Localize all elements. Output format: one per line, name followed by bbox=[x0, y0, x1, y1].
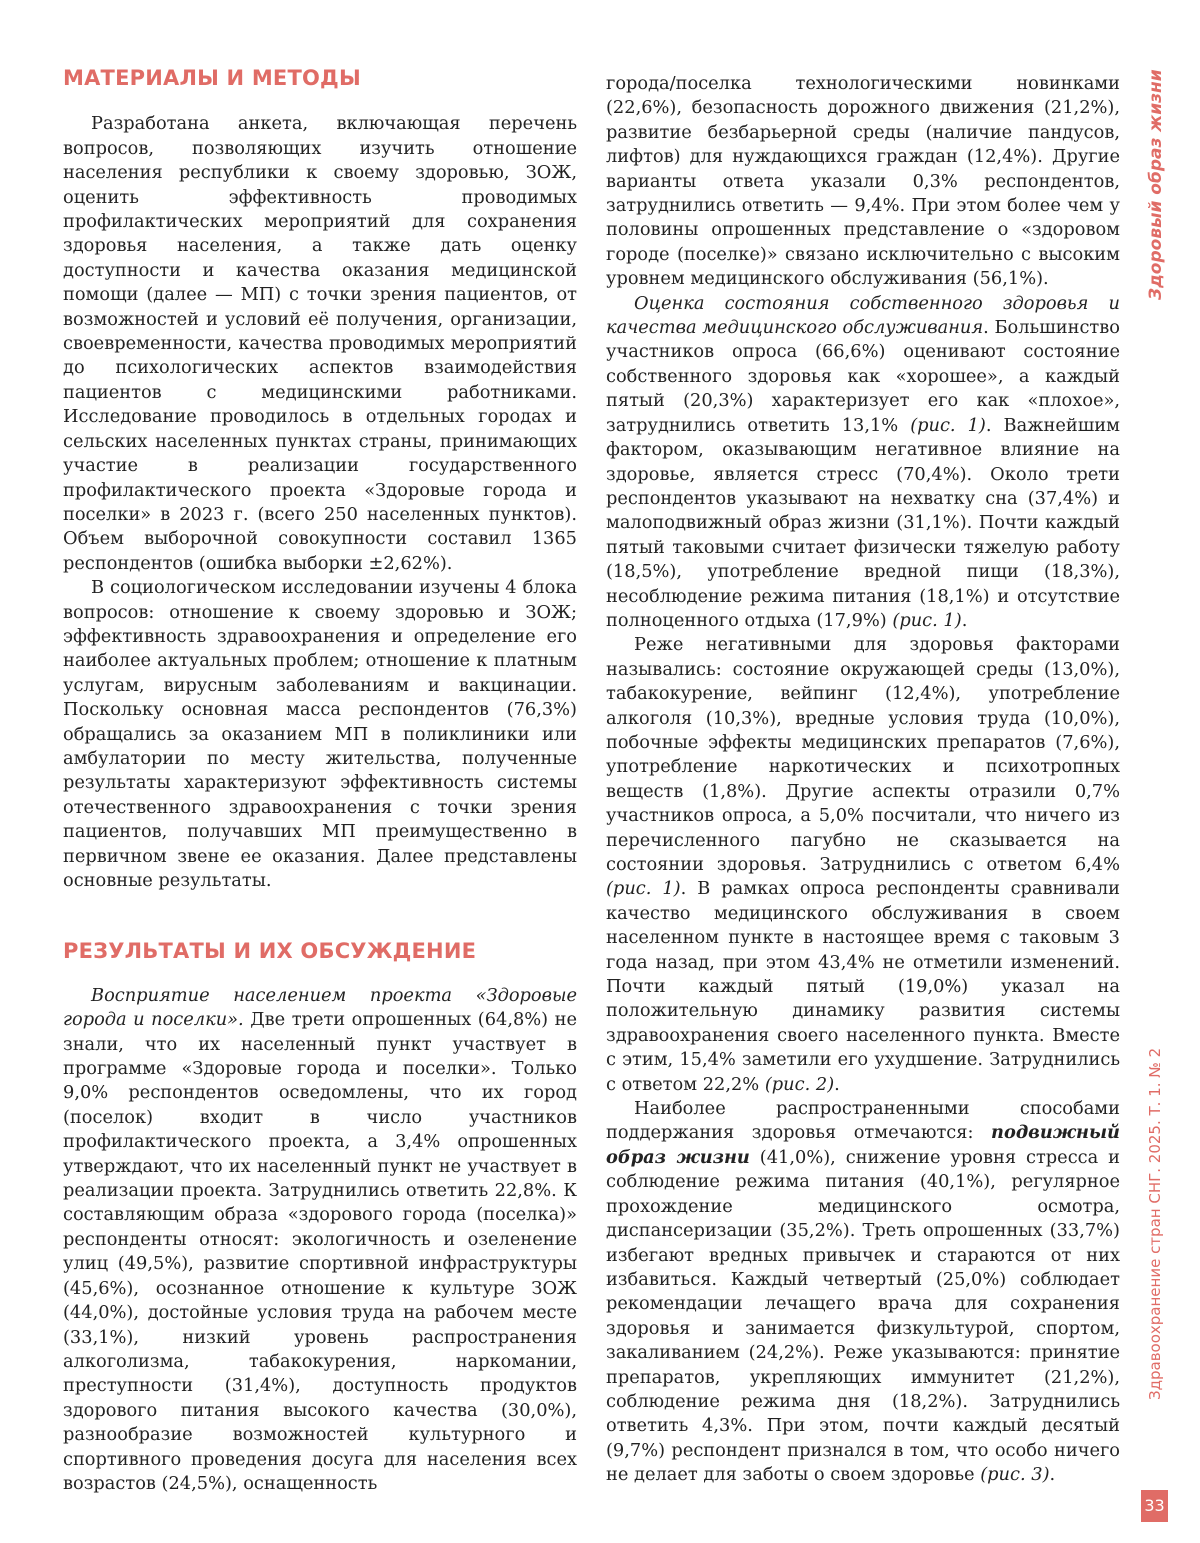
paragraph-text: . Важнейшим фактором, оказывающим негативное влияние на здоровье, является стресс (70,4%). Около трети респондентов указывают на нехватку сна (37,4%) и малоподвижный образ жизни (31,1%). Почти каждый пятый таковыми считает физически тяжелую работу (18,5%), употребление вредной пищи (18,3%), несоблюдение режима питания (18,1%) и отсутствие полноценного отдыха (17,9%) bbox=[606, 414, 1120, 631]
figure-reference: (рис. 1) bbox=[606, 878, 681, 900]
page-number: 33 bbox=[1141, 1490, 1168, 1522]
subheading-inline: Восприятие населением проекта «Здоровые города и поселки». bbox=[63, 984, 577, 1031]
paragraph bbox=[63, 984, 577, 1497]
paragraph: В социологическом исследовании изучены 4 блока вопросов: отношение к своему здоровью и ЗОЖ; эффективность здравоохранения и определение его наиболее актуальных проблем; отношение к платным услугам, вирусным заболеваниям и вакцинации. Поскольку основная масса респондентов (76,3%) обращались за оказанием МП в поликлиники или амбулатории по месту жительства, полученные результаты характеризуют эффективность системы отечественного здравоохранения с точки зрения пациентов, получавших МП преимущественно в первичном звене ее оказания. Далее представлены основные результаты. bbox=[63, 577, 577, 891]
paragraph bbox=[606, 1097, 1120, 1488]
figure-reference: (рис. 2) bbox=[764, 1073, 835, 1095]
right-column bbox=[606, 72, 1120, 1488]
figure-reference: (рис. 3) bbox=[980, 1464, 1050, 1486]
section-heading-results: РЕЗУЛЬТАТЫ И ИХ ОБСУЖДЕНИЕ bbox=[63, 939, 477, 964]
figure-reference: (рис. 1) bbox=[892, 609, 962, 631]
paragraph bbox=[606, 633, 1120, 1097]
journal-label: Здравоохранение стран СНГ. 2025. Т. 1. № 2 bbox=[1146, 1047, 1164, 1400]
section-heading-methods: МАТЕРИАЛЫ И МЕТОДЫ bbox=[63, 66, 361, 90]
left-column bbox=[63, 66, 577, 1496]
paragraph-text: Две трети опрошенных (64,8%) не знали, что их населенный пункт участвует в программе «Здоровые города и поселки». Только 9,0% респондентов осведомлены, что их город (поселок) входит в число участников профилактического проекта, а 3,4% опрошенных утверждают, что их населенный пункт не участвует в реализации проекта. Затруднились ответить 22,8%. К составляющим образа «здорового города (поселка)» респонденты относят: экологичность и озеленение улиц (49,5%), развитие спортивной инфраструктуры (45,6%), осознанное отношение к культуре ЗОЖ (44,0%), достойные условия труда на рабочем месте (33,1%), низкий уровень распространения алкоголизма, табакокурения, наркомании, преступности (31,4%), доступность продуктов здорового питания высокого качества (30,0%), разнообразие возможностей культурного и спортивного проведения досуга для населения всех возрастов (24,5%), оснащенность bbox=[63, 1009, 578, 1494]
paragraph: Разработана анкета, включающая перечень вопросов, позволяющих изучить отношение населения республики к своему здоровью, ЗОЖ, оценить эффективность проводимых профилактических мероприятий для сохранения здоровья населения, а также дать оценку доступности и качества оказания медицинской помощи (далее — МП) с точки зрения пациентов, от возможностей и условий её получения, организации, своевременности, качества проводимых мероприятий до психологических аспектов взаимодействия пациентов с медицинскими работниками. Исследование проводилось в отдельных городах и сельских населенных пунктах страны, принимающих участие в реализации государственного профилактического проекта «Здоровые города и поселки» в 2023 г. (всего 250 населенных пунктов). Объем выборочной совокупности составил 1365 респондентов (ошибка выборки ±2,62%). bbox=[63, 113, 577, 574]
paragraph-text: (41,0%), снижение уровня стресса и соблюдение режима питания (40,1%), регулярное прохождение медицинского осмотра, диспансеризации (35,2%). Треть опрошенных (33,7%) избегают вредных привычек и стараются от них избавиться. Каждый четвертый (25,0%) соблюдает рекомендации лечащего врача для сохранения здоровья и занимается физкультурой, спортом, закаливанием (24,2%). Реже указываются: принятие препаратов, укрепляющих иммунитет (21,2%), соблюдение режима дня (18,2%). Затруднились ответить 4,3%. При этом, почти каждый десятый (9,7%) респондент признался в том, что особо ничего не делает для заботы о своем здоровье bbox=[606, 1146, 1120, 1486]
subheading-inline: Оценка состояния собственного здоровья и качества медицинского обслуживания bbox=[606, 292, 1120, 339]
paragraph-text: Реже негативными для здоровья факторами назывались: состояние окружающей среды (13,0%), табакокурение, вейпинг (12,4%), употребление алкоголя (10,3%), вредные условия труда (10,0%), побочные эффекты медицинских препаратов (7,6%), употребление наркотических и психотропных веществ (1,8%). Другие аспекты отразили 0,7% участников опроса, а 5,0% посчитали, что ничего из перечисленного пагубно не сказывается на состоянии здоровья. Затруднились с ответом 6,4% bbox=[606, 634, 1120, 875]
paragraph-text: . В рамках опроса респонденты сравнивали качество медицинского обслуживания в своем населенном пункте в настоящее время с таковым 3 года назад, при этом 43,4% не отметили изменений. Почти каждый пятый (19,0%) указал на положительную динамику развития системы здравоохранения своего населенного пункта. Вместе с этим, 15,4% заметили его ухудшение. Затруднились с ответом 22,2% bbox=[606, 878, 1120, 1095]
paragraph-text: . bbox=[1049, 1464, 1056, 1486]
paragraph: города/поселка технологическими новинками (22,6%), безопасность дорожного движения (21,2%), развитие безбарьерной среды (наличие пандусов, лифтов) для нуждающихся граждан (12,4%). Другие варианты ответа указали 0,3% респондентов, затруднились ответить — 9,4%. При этом более чем у половины опрошенных представление о «здоровом городе (поселке)» связано исключительно с высоким уровнем медицинского обслуживания (56,1%). bbox=[606, 73, 1120, 290]
paragraph-text: . bbox=[834, 1073, 840, 1095]
paragraph-text: Наиболее распространенными способами поддержания здоровья отмечаются: bbox=[606, 1098, 1120, 1144]
emphasis-bold: подвижный образ жизни bbox=[606, 1122, 1120, 1168]
section-label: Здоровый образ жизни bbox=[1146, 69, 1166, 300]
paragraph bbox=[606, 292, 1120, 634]
paragraph-text: . Большинство участников опроса (66,6%) оценивают состояние собственного здоровья как «хорошее», а каждый пятый (20,3%) характеризует его как «плохое», затруднились ответить 13,1% bbox=[606, 317, 1120, 436]
figure-reference: (рис. 1) bbox=[910, 414, 986, 436]
paragraph-text: . bbox=[961, 609, 968, 631]
